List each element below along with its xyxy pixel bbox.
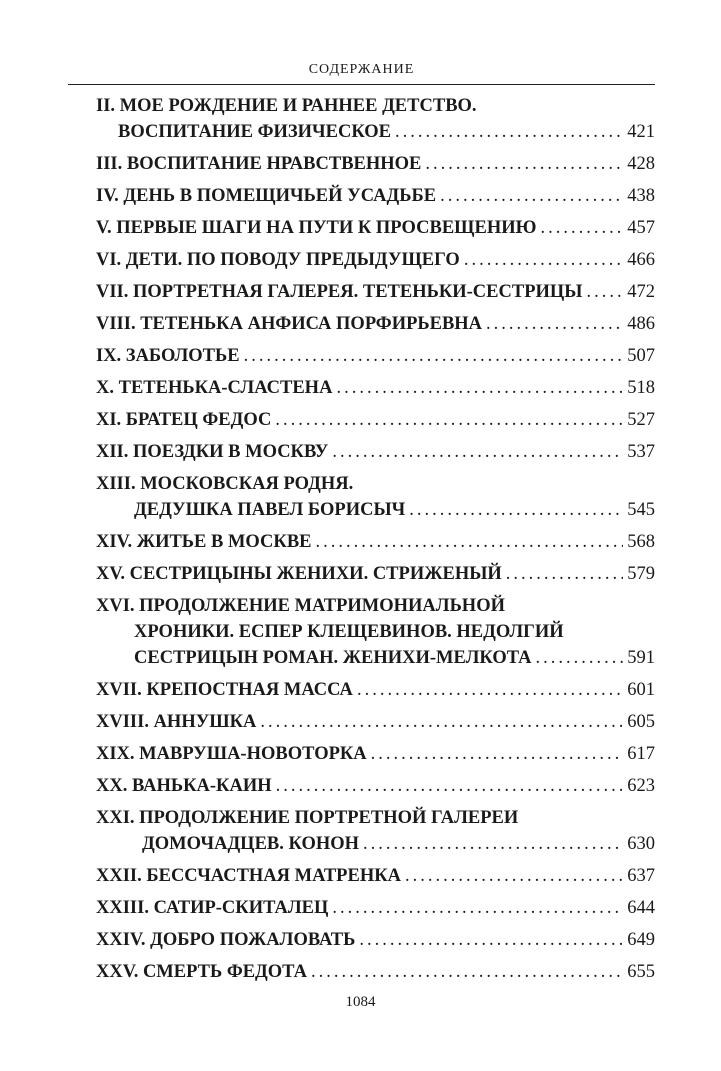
toc-entry	[96, 863, 655, 889]
dot-leader	[260, 709, 623, 735]
toc-entry-page: 579	[627, 564, 655, 584]
toc-entry-page: 466	[627, 250, 655, 270]
toc-entry-page: 507	[627, 346, 655, 366]
toc-entry	[96, 773, 655, 799]
toc-entry-row	[96, 279, 655, 305]
toc-entry-row	[96, 895, 655, 921]
toc-entry-page: 644	[627, 898, 655, 918]
toc-entry-page: 637	[627, 866, 655, 886]
toc-entry	[96, 151, 655, 177]
dot-leader	[586, 279, 623, 305]
toc-entry-row	[96, 497, 655, 523]
toc-entry	[96, 407, 655, 433]
toc-entry-title: XXII. БЕССЧАСТНАЯ МАТРЕНКА	[96, 866, 401, 886]
toc-entry-page: 601	[627, 680, 655, 700]
dot-leader	[395, 119, 623, 145]
toc-entry	[96, 93, 655, 145]
toc-entry-title: XIX. МАВРУША-НОВОТОРКА	[96, 744, 367, 764]
dot-leader	[440, 183, 623, 209]
dot-leader	[405, 863, 623, 889]
toc-entry	[96, 375, 655, 401]
toc-entry	[96, 279, 655, 305]
toc-entry	[96, 561, 655, 587]
toc-entry-page: 545	[627, 500, 655, 520]
toc-entry	[96, 183, 655, 209]
toc-entry-page: 605	[627, 712, 655, 732]
toc-entry	[96, 215, 655, 241]
toc-entry-page: 457	[627, 218, 655, 238]
toc-entry-row	[96, 927, 655, 953]
toc-entry	[96, 741, 655, 767]
toc-entry-title: ДОМОЧАДЦЕВ. КОНОН	[142, 834, 360, 854]
toc-entry-row	[96, 677, 655, 703]
toc-entry-row	[96, 375, 655, 401]
toc-entry-row	[96, 183, 655, 209]
toc-entry-row	[96, 831, 655, 857]
toc-entry-row	[96, 343, 655, 369]
dot-leader	[464, 247, 623, 273]
toc-entry-row	[96, 863, 655, 889]
toc-entry-title: VI. ДЕТИ. ПО ПОВОДУ ПРЕДЫДУЩЕГО	[96, 250, 460, 270]
dot-leader	[363, 831, 623, 857]
toc-entry	[96, 895, 655, 921]
toc-entry	[96, 927, 655, 953]
toc-entry	[96, 677, 655, 703]
dot-leader	[332, 439, 623, 465]
toc-entry-row	[96, 709, 655, 735]
toc-entry-page: 617	[627, 744, 655, 764]
toc-entry-title: III. ВОСПИТАНИЕ НРАВСТВЕННОЕ	[96, 154, 422, 174]
toc-entry-title: XII. ПОЕЗДКИ В МОСКВУ	[96, 442, 329, 462]
dot-leader	[425, 151, 623, 177]
toc-entry	[96, 311, 655, 337]
toc-entry-row	[96, 439, 655, 465]
toc-entry-page: 591	[627, 648, 655, 668]
dot-leader	[275, 407, 623, 433]
toc-entry-row	[96, 215, 655, 241]
toc-entry-page: 655	[627, 962, 655, 982]
toc-entry-row	[96, 407, 655, 433]
toc-entry-title: XX. ВАНЬКА-КАИН	[96, 776, 272, 796]
dot-leader	[336, 375, 623, 401]
toc-entry-row	[96, 311, 655, 337]
toc-entry-title: XV. СЕСТРИЦЫНЫ ЖЕНИХИ. СТРИЖЕНЫЙ	[96, 564, 502, 584]
toc-entry	[96, 439, 655, 465]
toc-entry-page: 518	[627, 378, 655, 398]
toc-entry-page: 537	[627, 442, 655, 462]
toc-entry-row	[96, 959, 655, 985]
dot-leader	[357, 677, 623, 703]
dot-leader	[311, 959, 623, 985]
toc-entry-row	[96, 247, 655, 273]
toc-entry	[96, 343, 655, 369]
toc-entry	[96, 709, 655, 735]
toc-entry	[96, 959, 655, 985]
toc-entry	[96, 247, 655, 273]
toc-entry-title: XXIII. САТИР-СКИТАЛЕЦ	[96, 898, 329, 918]
toc-entry	[96, 805, 655, 857]
toc-entry-row	[96, 119, 655, 145]
dot-leader	[409, 497, 623, 523]
dot-leader	[316, 529, 624, 555]
toc-entry-page: 568	[627, 532, 655, 552]
toc-entry-row	[96, 561, 655, 587]
toc-entry-title: IV. ДЕНЬ В ПОМЕЩИЧЬЕЙ УСАДЬБЕ	[96, 186, 437, 206]
toc-entry-title: СЕСТРИЦЫН РОМАН. ЖЕНИХИ-МЕЛКОТА	[134, 648, 532, 668]
toc-entry-page: 428	[627, 154, 655, 174]
toc-entry	[96, 471, 655, 523]
toc-entry-row	[96, 151, 655, 177]
dot-leader	[371, 741, 624, 767]
toc-entry	[96, 529, 655, 555]
toc-entry-page: 623	[627, 776, 655, 796]
toc-entry-title: V. ПЕРВЫЕ ШАГИ НА ПУТИ К ПРОСВЕЩЕНИЮ	[96, 218, 537, 238]
toc-entry-page: 472	[627, 282, 655, 302]
toc-entry-title: VII. ПОРТРЕТНАЯ ГАЛЕРЕЯ. ТЕТЕНЬКИ-СЕСТРИЦЫ	[96, 282, 583, 302]
toc-entry-title: IX. ЗАБОЛОТЬЕ	[96, 346, 240, 366]
toc-entry-title: XI. БРАТЕЦ ФЕДОС	[96, 410, 272, 430]
running-head: СОДЕРЖАНИЕ	[308, 62, 415, 77]
toc-entry-title-line: XIII. МОСКОВСКАЯ РОДНЯ.	[96, 474, 354, 494]
toc-entry-title-line: ХРОНИКИ. ЕСПЕР КЛЕЩЕВИНОВ. НЕДОЛГИЙ	[134, 622, 564, 642]
toc-entry-title: ВОСПИТАНИЕ ФИЗИЧЕСКОЕ	[118, 122, 392, 142]
toc-entry-title: XXIV. ДОБРО ПОЖАЛОВАТЬ	[96, 930, 356, 950]
dot-leader	[536, 645, 624, 671]
toc-entry-title-line: XXI. ПРОДОЛЖЕНИЕ ПОРТРЕТНОЙ ГАЛЕРЕИ	[96, 808, 519, 828]
toc-entry-row	[96, 645, 655, 671]
toc-entry-title-line: II. МОЕ РОЖДЕНИЕ И РАННЕЕ ДЕТСТВО.	[96, 96, 477, 116]
header-rule	[68, 84, 655, 85]
toc-entry-title: X. ТЕТЕНЬКА-СЛАСТЕНА	[96, 378, 333, 398]
dot-leader	[244, 343, 624, 369]
toc-entry-title: VIII. ТЕТЕНЬКА АНФИСА ПОРФИРЬЕВНА	[96, 314, 483, 334]
toc-entry-page: 649	[627, 930, 655, 950]
dot-leader	[540, 215, 623, 241]
toc-entry-page: 527	[627, 410, 655, 430]
dot-leader	[486, 311, 623, 337]
toc-entry-page: 421	[627, 122, 655, 142]
dot-leader	[332, 895, 623, 921]
toc-entry-row	[96, 773, 655, 799]
dot-leader	[359, 927, 623, 953]
toc-entry-title: XXV. СМЕРТЬ ФЕДОТА	[96, 962, 307, 982]
table-of-contents	[96, 93, 655, 991]
toc-entry	[96, 593, 655, 671]
toc-entry-page: 486	[627, 314, 655, 334]
toc-entry-title: XVIII. АННУШКА	[96, 712, 257, 732]
toc-entry-title: XVII. КРЕПОСТНАЯ МАССА	[96, 680, 353, 700]
toc-entry-title: XIV. ЖИТЬЕ В МОСКВЕ	[96, 532, 312, 552]
toc-entry-title-line: XVI. ПРОДОЛЖЕНИЕ МАТРИМОНИАЛЬНОЙ	[96, 596, 505, 616]
toc-entry-title: ДЕДУШКА ПАВЕЛ БОРИСЫЧ	[134, 500, 406, 520]
toc-entry-row	[96, 529, 655, 555]
toc-entry-page: 630	[627, 834, 655, 854]
dot-leader	[506, 561, 623, 587]
dot-leader	[276, 773, 624, 799]
toc-entry-row	[96, 741, 655, 767]
page-number: 1084	[345, 994, 376, 1010]
toc-entry-page: 438	[627, 186, 655, 206]
